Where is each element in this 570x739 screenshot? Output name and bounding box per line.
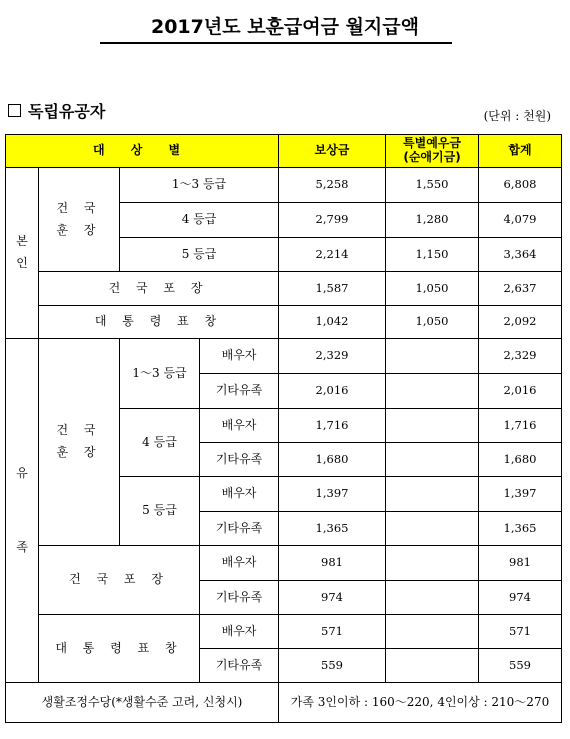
compensation-cell: 974 (279, 581, 386, 615)
total-cell: 2,016 (479, 374, 562, 409)
total-cell: 1,716 (479, 409, 562, 443)
special-cell: 1,150 (386, 238, 479, 272)
header-compensation: 보상금 (279, 135, 386, 168)
spouse-label: 배우자 (200, 409, 279, 443)
compensation-cell: 2,016 (279, 374, 386, 409)
special-cell (386, 339, 479, 374)
medal-label: 건 국 포 장 (39, 272, 279, 306)
page-title: 2017년도 보훈급여금 월지급액 (150, 16, 419, 38)
total-cell: 6,808 (479, 168, 562, 203)
compensation-cell: 559 (279, 649, 386, 683)
table-row (6, 272, 562, 306)
living-allowance-range: 가족 3인이하 : 160～220, 4인이상 : 210～270 (279, 683, 562, 723)
compensation-cell: 1,042 (279, 306, 386, 339)
total-cell: 1,365 (479, 512, 562, 546)
family-group-label: 유 족 (6, 339, 39, 683)
section-heading (8, 99, 105, 122)
grade-label: 5 등급 (120, 477, 200, 546)
other-label: 기타유족 (200, 581, 279, 615)
compensation-cell: 1,397 (279, 477, 386, 512)
title-underline (100, 42, 452, 44)
spouse-label: 배우자 (200, 477, 279, 512)
table-row (6, 683, 562, 723)
compensation-cell: 1,680 (279, 443, 386, 477)
citation-label: 대 통 령 표 창 (39, 615, 200, 683)
spouse-label: 배우자 (200, 615, 279, 649)
total-cell: 2,092 (479, 306, 562, 339)
living-allowance-label: 생활조정수당(*생활수준 고려, 신청시) (6, 683, 279, 723)
self-founding-label: 건 국 훈 장 (39, 168, 120, 272)
special-cell (386, 409, 479, 443)
payment-table (5, 134, 562, 723)
spouse-label: 배우자 (200, 339, 279, 374)
other-label: 기타유족 (200, 649, 279, 683)
total-cell: 1,680 (479, 443, 562, 477)
compensation-cell: 5,258 (279, 168, 386, 203)
total-cell: 2,637 (479, 272, 562, 306)
other-label: 기타유족 (200, 443, 279, 477)
special-cell (386, 374, 479, 409)
compensation-cell: 571 (279, 615, 386, 649)
total-cell: 571 (479, 615, 562, 649)
special-cell (386, 512, 479, 546)
total-cell: 559 (479, 649, 562, 683)
family-founding-label: 건 국 훈 장 (39, 339, 120, 546)
table-row (6, 546, 562, 581)
table-row (6, 615, 562, 649)
grade-label: 4 등급 (120, 203, 279, 238)
table-header-row (6, 135, 562, 168)
compensation-cell: 1,587 (279, 272, 386, 306)
other-label: 기타유족 (200, 374, 279, 409)
special-cell: 1,550 (386, 168, 479, 203)
grade-label: 1～3 등급 (120, 339, 200, 409)
header-target: 대 상 별 (6, 135, 279, 168)
table-row (6, 168, 562, 203)
medal-label: 건 국 포 장 (39, 546, 200, 615)
grade-label: 4 등급 (120, 409, 200, 477)
total-cell: 3,364 (479, 238, 562, 272)
spouse-label: 배우자 (200, 546, 279, 581)
compensation-cell: 2,214 (279, 238, 386, 272)
compensation-cell: 1,716 (279, 409, 386, 443)
special-cell (386, 649, 479, 683)
special-cell (386, 615, 479, 649)
total-cell: 974 (479, 581, 562, 615)
special-cell: 1,280 (386, 203, 479, 238)
header-special: 특별예우금 (순애기금) (386, 135, 479, 168)
total-cell: 4,079 (479, 203, 562, 238)
special-cell (386, 477, 479, 512)
compensation-cell: 2,799 (279, 203, 386, 238)
special-cell (386, 546, 479, 581)
compensation-cell: 2,329 (279, 339, 386, 374)
other-label: 기타유족 (200, 512, 279, 546)
table-row (6, 306, 562, 339)
compensation-cell: 1,365 (279, 512, 386, 546)
special-cell (386, 443, 479, 477)
total-cell: 1,397 (479, 477, 562, 512)
special-cell: 1,050 (386, 272, 479, 306)
section-title: 독립유공자 (28, 102, 106, 121)
citation-label: 대 통 령 표 창 (39, 306, 279, 339)
compensation-cell: 981 (279, 546, 386, 581)
header-total: 합계 (479, 135, 562, 168)
total-cell: 2,329 (479, 339, 562, 374)
special-cell (386, 581, 479, 615)
unit-note: (단위 : 천원) (483, 109, 551, 123)
self-group-label: 본 인 (6, 168, 39, 339)
table-row (6, 339, 562, 374)
grade-label: 5 등급 (120, 238, 279, 272)
total-cell: 981 (479, 546, 562, 581)
special-cell: 1,050 (386, 306, 479, 339)
checkbox-icon (8, 104, 21, 117)
grade-label: 1～3 등급 (120, 168, 279, 203)
